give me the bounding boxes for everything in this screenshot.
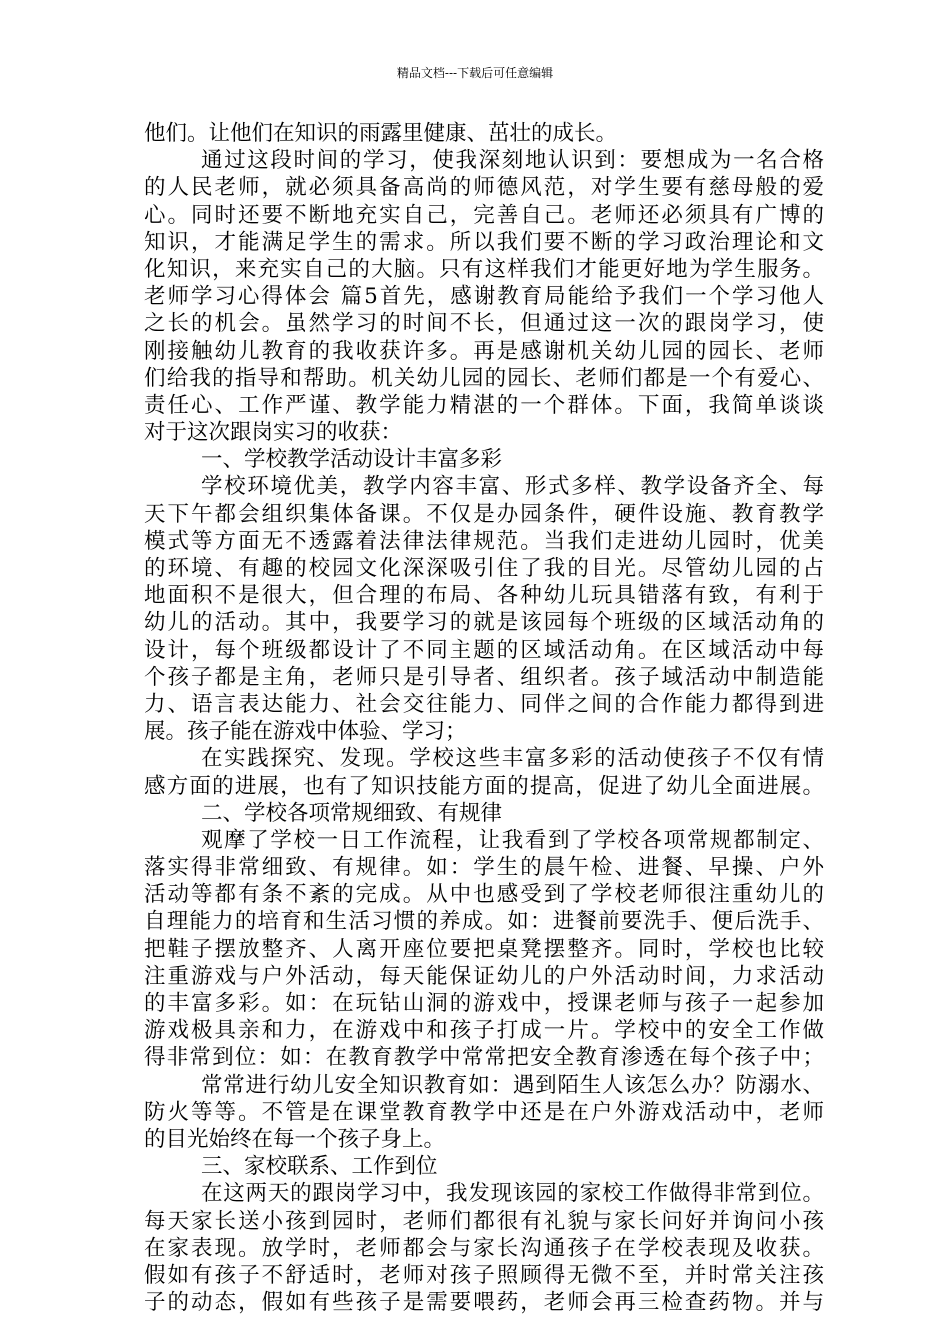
text-line: 模式等方面无不透露着法律法律规范。当我们走进幼儿园时，优美 [144,528,824,554]
text-line: 地面积不是很大，但合理的布局、各种幼儿玩具错落有致，有利于 [144,583,824,609]
text-line: 在这两天的跟岗学习中，我发现该园的家校工作做得非常到位。 [201,1181,824,1207]
text-line: 在家表现。放学时，老师都会与家长沟通孩子在学校表现及收获。 [144,1235,824,1261]
text-line: 假如有孩子不舒适时，老师对孩子照顾得无微不至，并时常关注孩 [144,1262,824,1288]
text-line: 天下午都会组织集体备课。不仅是办园条件，硬件设施、教育教学 [144,501,824,527]
text-line: 游戏极具亲和力，在游戏中和孩子打成一片。学校中的安全工作做 [144,1018,824,1044]
text-line: 刚接触幼儿教育的我收获许多。再是感谢机关幼儿园的园长、老师 [144,338,824,364]
text-line: 责任心、工作严谨、教学能力精湛的一个群体。下面，我简单谈谈 [144,392,824,418]
text-line: 把鞋子摆放整齐、人离开座位要把桌凳摆整齐。同时，学校也比较 [144,936,824,962]
text-line: 化知识，来充实自己的大脑。只有这样我们才能更好地为学生服务。 [144,256,824,282]
text-line: 的丰富多彩。如：在玩钻山洞的游戏中，授课老师与孩子一起参加 [144,991,824,1016]
text-line: 常常进行幼儿安全知识教育如：遇到陌生人该怎么办？防溺水、 [201,1072,824,1098]
text-line: 在实践探究、发现。学校这些丰富多彩的活动使孩子不仅有情 [201,746,824,772]
text-line: 个孩子都是主角，老师只是引导者、组织者。孩子域活动中制造能 [144,664,824,690]
document-body [144,120,824,1316]
text-line: 设计，每个班级都设计了不同主题的区域活动角。在区域活动中每 [144,637,824,663]
text-line: 展。孩子能在游戏中体验、学习； [144,719,467,745]
text-line: 子的动态，假如有些孩子是需要喂药，老师会再三检查药物。并与 [144,1290,824,1316]
text-line: 三、家校联系、工作到位 [201,1154,438,1180]
text-line: 知识，才能满足学生的需求。所以我们要不断的学习政治理论和文 [144,229,824,255]
text-line: 注重游戏与户外活动，每天能保证幼儿的户外活动时间，力求活动 [144,963,824,989]
text-line: 的环境、有趣的校园文化深深吸引住了我的目光。尽管幼儿园的占 [144,556,824,581]
text-line: 力、语言表达能力、社会交往能力、同伴之间的合作能力都得到进 [144,691,824,717]
text-line: 防火等等。不管是在课堂教育教学中还是在户外游戏活动中，老师 [144,1099,824,1125]
page-header: 精品文档---下载后可任意编辑 [396,66,554,80]
text-line: 通过这段时间的学习，使我深刻地认识到：要想成为一名合格 [201,148,824,174]
text-line: 落实得非常细致、有规律。如：学生的晨午检、进餐、早操、户外 [144,855,824,881]
text-line: 二、学校各项常规细致、有规律 [201,800,503,826]
text-line: 他们。让他们在知识的雨露里健康、茁壮的成长。 [144,121,618,146]
text-line: 每天家长送小孩到园时，老师们都很有礼貌与家长问好并询问小孩 [144,1208,824,1234]
text-line: 活动等都有条不紊的完成。从中也感受到了学校老师很注重幼儿的 [144,882,824,908]
text-line: 自理能力的培育和生活习惯的养成。如：进餐前要洗手、便后洗手、 [144,909,824,935]
text-line: 的人民老师，就必须具备高尚的师德风范，对学生要有慈母般的爱 [144,175,824,201]
text-line: 的目光始终在每一个孩子身上。 [144,1126,446,1152]
text-line: 之长的机会。虽然学习的时间不长，但通过这一次的跟岗学习，使 [144,311,824,337]
text-line: 得非常到位：如：在教育教学中常常把安全教育渗透在每个孩子中； [144,1045,824,1071]
text-line: 心。同时还要不断地充实自己，完善自己。老师还必须具有广博的 [144,202,824,228]
text-line: 们给我的指导和帮助。机关幼儿园的园长、老师们都是一个有爱心、 [144,365,824,391]
text-line: 学校环境优美，教学内容丰富、形式多样、教学设备齐全、每 [201,474,824,500]
text-line: 观摩了学校一日工作流程，让我看到了学校各项常规都制定、 [201,827,824,853]
text-line: 对于这次跟岗实习的收获： [144,420,403,446]
text-line: 感方面的进展，也有了知识技能方面的提高，促进了幼儿全面进展。 [144,773,824,799]
text-line: 幼儿的活动。其中，我要学习的就是该园每个班级的区域活动角的 [144,610,824,636]
text-line: 老师学习心得体会 篇5首先，感谢教育局能给予我们一个学习他人 [144,284,824,310]
text-line: 一、学校教学活动设计丰富多彩 [201,447,503,473]
